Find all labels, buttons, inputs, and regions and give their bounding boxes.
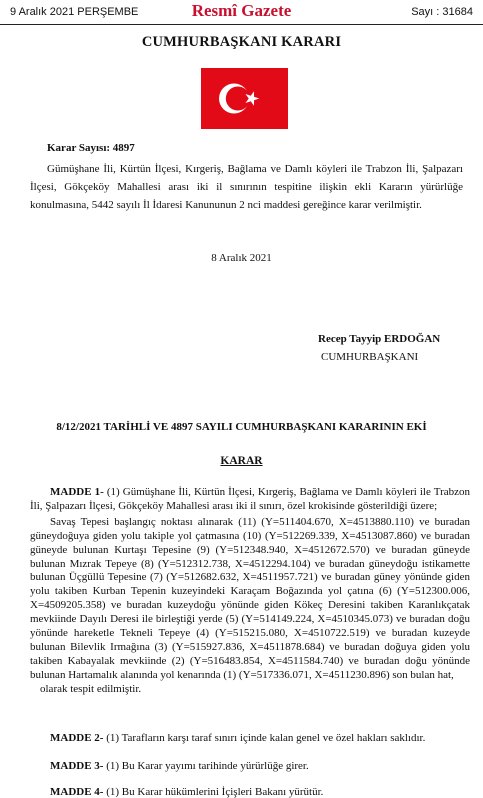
article-4 bbox=[50, 786, 323, 798]
article-2 bbox=[50, 732, 425, 744]
gazette-header bbox=[0, 0, 483, 25]
article-1-closing: olarak tespit edilmiştir. bbox=[40, 682, 142, 695]
article-1-label: MADDE 1- bbox=[50, 486, 104, 498]
decision-date: 8 Aralık 2021 bbox=[211, 252, 272, 264]
article-3-label: MADDE 3- bbox=[50, 760, 104, 772]
article-1-description: Savaş Tepesi başlangıç noktası alınarak (11) (Y=511404.670, X=4513880.110) ve buradan güneydoğuya giden yolu takiple yol çatmasına (10) (Y=512269.339, X=4513087.860) ve buradan güneyde bulunan Kurtaşı Tepesine (9) (Y=512348.940, X=4512672.570) ve buradan güneyde bulunan Mızrak Tepeye (8) (Y=512312.738, X=4512294.104) ve buradan güneydoğu istikamette bulunan Üçgüllü Tepesine (7) (Y=512682.632, X=4511957.721) ve buradan güney yönünde giden yolu takiben Kurban Tepenin kuzeyindeki Karaçam Boğazında yol çatına (6) (Y=512300.006, X=4509205.358) ve buradan kuzeydoğu yönünde giden Kökeç Deresini takiben Karanlıkçatak mevkiinde Dayılı Deresi ile birleştiği yerde (5) (Y=514149.224, X=4510345.073) ve buradan doğu yönünde hareketle Tekneli Tepeye (4) (Y=515215.080, X=4510722.519) ve buradan kuzeyde bulunan Bilevlik Irmağına (3) (Y=515927.836, X=4511878.684) ve buradan doğuya giden yolu takiben Kabayalak mevkiinde (2) (Y=516483.854, X=4511584.740) ve buradan doğu yönünde bulunan Hartamalık alanında yol kenarında (1) (Y=517336.071, X=4511230.896) son bulan hat, bbox=[30, 515, 470, 681]
article-4-text: (1) Bu Karar hükümlerini İçişleri Bakanı yürütür. bbox=[106, 786, 324, 798]
article-3-text: (1) Bu Karar yayımı tarihinde yürürlüğe girer. bbox=[106, 760, 309, 772]
gazette-title: Resmî Gazete bbox=[191, 1, 292, 20]
karar-heading: KARAR bbox=[220, 455, 263, 467]
turkish-flag-icon bbox=[201, 68, 288, 129]
article-1-lead bbox=[30, 486, 470, 514]
document-title: CUMHURBAŞKANI KARARI bbox=[141, 34, 342, 50]
article-4-label: MADDE 4- bbox=[50, 786, 104, 798]
article-1-lead-text: (1) Gümüşhane İli, Kürtün İlçesi, Kırgeriş, Bağlama ve Damlı köyleri ile Trabzon İli, Şalpazarı İlçesi, Gökçeköy Mahallesi arası iki il sınırı, özel krokisinde gösterildiği üzere; bbox=[30, 486, 471, 512]
signer-name: Recep Tayyip ERDOĞAN bbox=[318, 333, 441, 345]
article-2-text: (1) Tarafların karşı taraf sınırı içinde kalan genel ve özel hakları saklıdır. bbox=[106, 732, 426, 744]
issue-number: Sayı : 31684 bbox=[411, 6, 473, 18]
article-3 bbox=[50, 760, 309, 772]
annex-title: 8/12/2021 TARİHLİ VE 4897 SAYILI CUMHURBAŞKANI KARARININ EKİ bbox=[56, 421, 427, 433]
header-date: 9 Aralık 2021 PERŞEMBE bbox=[10, 6, 139, 18]
article-1 bbox=[30, 486, 470, 697]
article-2-label: MADDE 2- bbox=[50, 732, 104, 744]
signer-title: CUMHURBAŞKANI bbox=[321, 351, 419, 363]
decision-number: Karar Sayısı: 4897 bbox=[47, 142, 135, 154]
decision-intro: Gümüşhane İli, Kürtün İlçesi, Kırgeriş, Bağlama ve Damlı köyleri ile Trabzon İli, Şalpazarı İlçesi, Gökçeköy Mahallesi arası iki il sınırının tespitine ilişkin ekli Kararın yürürlüğe konulmasına, 5442 sayılı İl İdaresi Kanununun 2 nci maddesi gereğince karar verilmiştir. bbox=[30, 163, 463, 211]
